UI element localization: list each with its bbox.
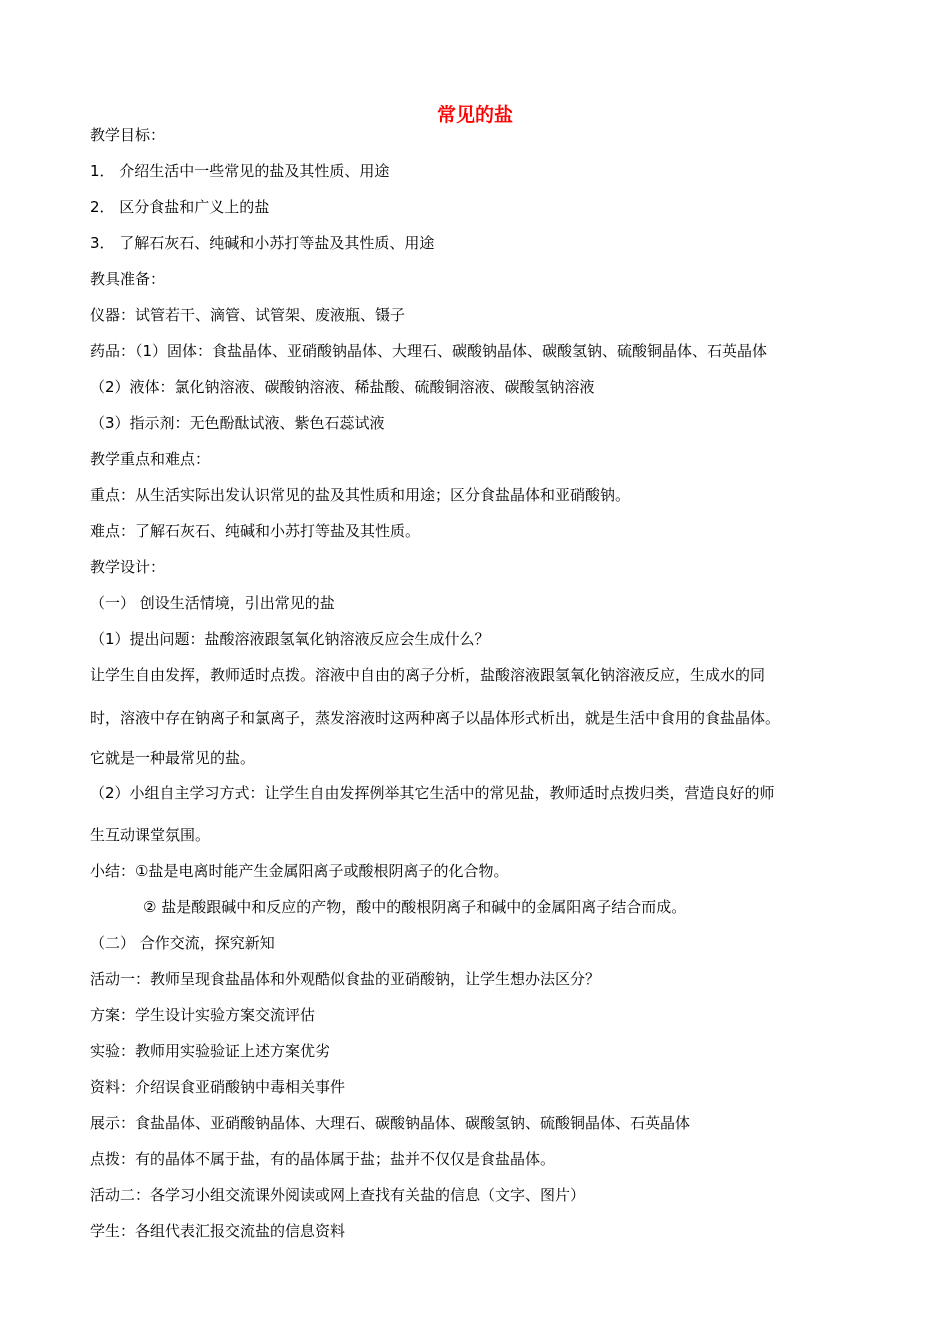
activity-1-line: 活动一：教师呈现食盐晶体和外观酷似食盐的亚硝酸钠，让学生想办法区分？ (90, 970, 601, 988)
section-2-heading: （二） 合作交流，探究新知 (90, 934, 275, 952)
display-line: 展示：食盐晶体、亚硝酸钠晶体、大理石、碳酸钠晶体、碳酸氢钠、硫酸铜晶体、石英晶体 (90, 1114, 691, 1132)
material-line: 资料：介绍误食亚硝酸钠中毒相关事件 (90, 1078, 346, 1096)
group-study-line: （2）小组自主学习方式：让学生自由发挥例举其它生活中的常见盐，教师适时点拨归类，营造良好的师 (90, 784, 775, 802)
key-point-line: 重点：从生活实际出发认识常见的盐及其性质和用途；区分食盐晶体和亚硝酸钠。 (90, 486, 631, 504)
summary-line-2: ② 盐是酸跟碱中和反应的产物，酸中的酸根阴离子和碱中的金属阳离子结合而成。 (143, 898, 687, 916)
group-study-line-2: 生互动课堂氛围。 (90, 826, 211, 844)
heading-objectives: 教学目标： (90, 126, 166, 144)
reagents-indicator-line: （3）指示剂：无色酚酞试液、紫色石蕊试液 (90, 414, 385, 432)
reagents-solid-line: 药品：（1）固体：食盐晶体、亚硝酸钠晶体、大理石、碳酸钠晶体、碳酸氢钠、硫酸铜晶体、石英晶体 (90, 342, 768, 360)
objective-1: 1． 介绍生活中一些常见的盐及其性质、用途 (90, 162, 390, 180)
section-1-heading: （一） 创设生活情境，引出常见的盐 (90, 594, 335, 612)
heading-design: 教学设计： (90, 558, 166, 576)
guidance-line: 点拨：有的晶体不属于盐，有的晶体属于盐；盐并不仅仅是食盐晶体。 (90, 1150, 556, 1168)
difficulty-line: 难点：了解石灰石、纯碱和小苏打等盐及其性质。 (90, 522, 421, 540)
summary-line-1: 小结：①盐是电离时能产生金属阳离子或酸根阴离子的化合物。 (90, 862, 509, 880)
objective-2: 2． 区分食盐和广义上的盐 (90, 198, 270, 216)
student-line: 学生：各组代表汇报交流盐的信息资料 (90, 1222, 346, 1240)
question-line: （1）提出问题：盐酸溶液跟氢氧化钠溶液反应会生成什么？ (90, 630, 490, 648)
paragraph-line-2: 时，溶液中存在钠离子和氯离子，蒸发溶液时这两种离子以晶体形式析出，就是生活中食用的食盐晶体。 (90, 709, 781, 727)
paragraph-line-1: 让学生自由发挥，教师适时点拨。溶液中自由的离子分析，盐酸溶液跟氢氧化钠溶液反应，生成水的同 (90, 666, 766, 684)
plan-line: 方案：学生设计实验方案交流评估 (90, 1006, 316, 1024)
instruments-line: 仪器：试管若干、滴管、试管架、废液瓶、镊子 (90, 306, 406, 324)
heading-key-points: 教学重点和难点： (90, 450, 211, 468)
experiment-line: 实验：教师用实验验证上述方案优劣 (90, 1042, 331, 1060)
activity-2-line: 活动二：各学习小组交流课外阅读或网上查找有关盐的信息（文字、图片） (90, 1186, 586, 1204)
heading-materials: 教具准备： (90, 270, 166, 288)
page-title: 常见的盐 (436, 104, 513, 126)
reagents-liquid-line: （2）液体：氯化钠溶液、碳酸钠溶液、稀盐酸、硫酸铜溶液、碳酸氢钠溶液 (90, 378, 595, 396)
paragraph-line-3: 它就是一种最常见的盐。 (90, 749, 256, 767)
objective-3: 3． 了解石灰石、纯碱和小苏打等盐及其性质、用途 (90, 234, 435, 252)
